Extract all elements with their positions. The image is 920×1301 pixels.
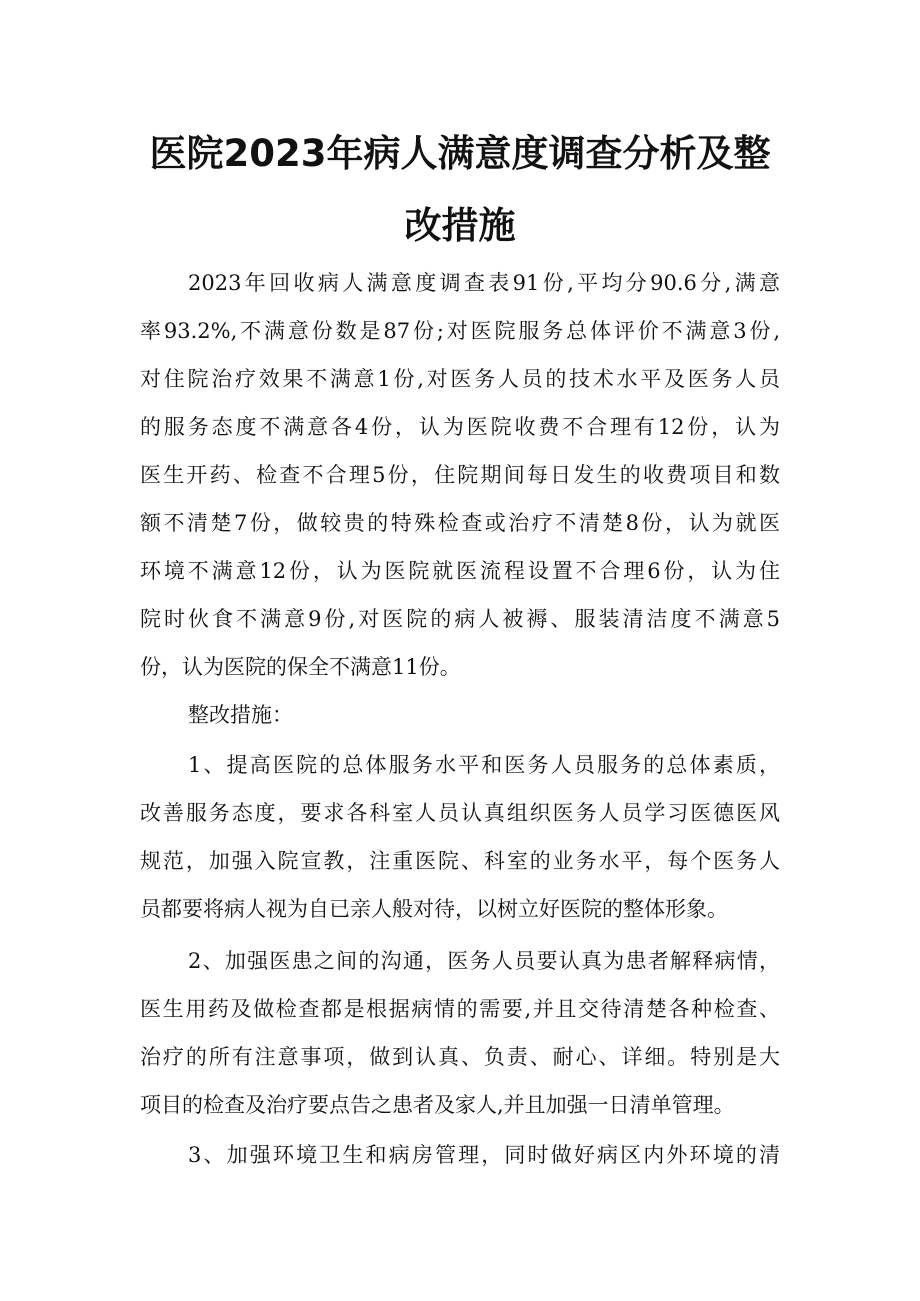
section-heading: 整改措施： <box>188 703 293 727</box>
paragraph-line: 改善服务态度，要求各科室人员认真组织医务人员学习医德医风 <box>140 801 780 825</box>
paragraph-line: 治疗的所有注意事项，做到认真、负责、耐心、详细。特别是大 <box>140 1045 780 1069</box>
paragraph-line: 员都要将病人视为自已亲人般对待，以树立好医院的整体形象。 <box>140 897 728 921</box>
paragraph-line: 项目的检查及治疗要点告之患者及家人,并且加强一日清单管理。 <box>140 1093 735 1117</box>
paragraph-line: 2、加强医患之间的沟通，医务人员要认真为患者解释病情， <box>188 949 780 973</box>
paragraph-line: 的服务态度不满意各4份，认为医院收费不合理有12份，认为 <box>140 415 780 439</box>
paragraph-line: 对住院治疗效果不满意1份,对医务人员的技术水平及医务人员 <box>140 367 780 391</box>
document-title-line-2: 改措施 <box>404 204 516 247</box>
paragraph-line: 1、提高医院的总体服务水平和医务人员服务的总体素质， <box>188 753 780 777</box>
paragraph-line: 额不清楚7份，做较贵的特殊检查或治疗不清楚8份，认为就医 <box>140 511 780 535</box>
paragraph-line: 医生用药及做检查都是根据病情的需要,并且交待清楚各种检查、 <box>140 997 780 1021</box>
paragraph-line: 院时伙食不满意9份,对医院的病人被褥、服装清洁度不满意5 <box>140 607 780 631</box>
document-title-line-1: 医院2023年病人满意度调查分析及整 <box>149 132 771 175</box>
paragraph-line: 规范，加强入院宣教，注重医院、科室的业务水平，每个医务人 <box>140 849 780 873</box>
paragraph-line: 份，认为医院的保全不满意11份。 <box>140 655 461 679</box>
paragraph-line: 2023年回收病人满意度调查表91份,平均分90.6分,满意 <box>188 271 780 295</box>
paragraph-line: 率93.2%,不满意份数是87份;对医院服务总体评价不满意3份, <box>140 319 780 343</box>
paragraph-line: 医生开药、检查不合理5份，住院期间每日发生的收费项目和数 <box>140 463 780 487</box>
paragraph-line: 环境不满意12份，认为医院就医流程设置不合理6份，认为住 <box>140 559 780 583</box>
paragraph-line: 3、加强环境卫生和病房管理，同时做好病区内外环境的清 <box>188 1143 780 1167</box>
